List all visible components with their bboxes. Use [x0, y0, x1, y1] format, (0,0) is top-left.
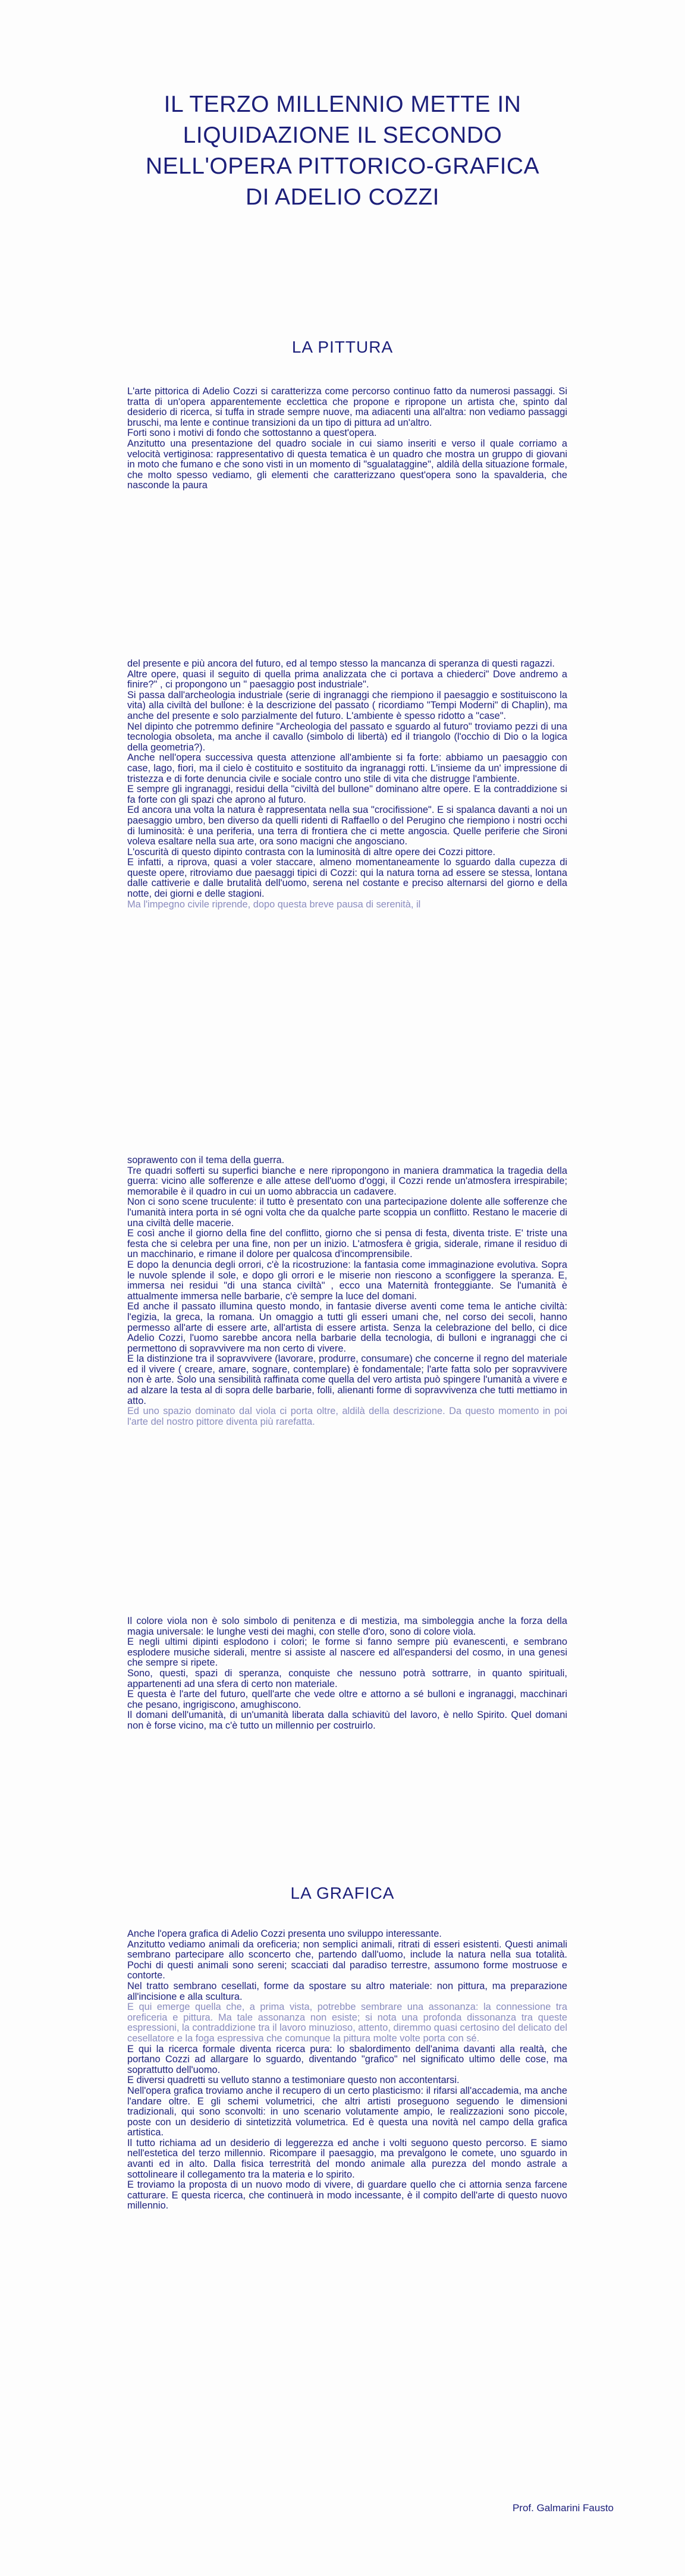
paragraph: Il domani dell'umanità, di un'umanità liberata dalla schiavitù del lavoro, è nello Spirito. Quel domani non è forse vicino, ma c'è tutto un millennio per costruirlo.	[127, 1710, 567, 1731]
paragraph: Altre opere, quasi il seguito di quella prima analizzata che ci portava a chiederci" Dove andremo a finire?" , ci propongono un " paesaggio post industriale".	[127, 668, 567, 690]
document-title	[89, 89, 596, 213]
paragraph: Anzitutto vediamo animali da oreficeria; non semplici animali, ritrati di esseri esistenti. Questi animali sembrano partecipare allo sconcerto che, partendo dall'uomo, include la natura nella sua totalità. Pochi di questi animali sono sereni; scacciati dal paradiso terrestre, assumono forme mostruose e contorte.	[127, 1939, 567, 1981]
section-heading-grafica: LA GRAFICA	[290, 1884, 395, 1902]
paragraph: Ed ancora una volta la natura è rappresentata nella sua "crocifissione". E si spalanca davanti a noi un paesaggio umbro, ben diverso da quelli ridenti di Raffaello o del Perugino che riempiono i nostri occhi di luminosità: è una periferia, una terra di frontiera che ci mette angoscia. Quelle periferie che Sironi voleva esaltare nella sua arte, ora sono macigni che angosciano.	[127, 805, 567, 847]
grafica-block	[127, 1929, 567, 2211]
paragraph: Nel dipinto che potremmo definire "Archeologia del passato e sguardo al futuro" troviamo pezzi di una tecnologia obsoleta, ma anche il cavallo (simbolo di libertà) ed il triangolo (l'occhio di Dio o la logica della geometria?).	[127, 721, 567, 753]
paragraph: Nell'opera grafica troviamo anche il recupero di un certo plasticismo: il rifarsi all'accademia, ma anche l'andare oltre. E gli schemi volumetrici, che altri artisti proseguono seguendo le dimensioni tradizionali, qui sono sconvolti: in uno scenario volutamente ampio, le realizzazioni sono piccole, poste con un desiderio di sintetizzità volumetrica. Ed è questa una novità nel campo della grafica artistica.	[127, 2085, 567, 2138]
paragraph: Il colore viola non è solo simbolo di penitenza e di mestizia, ma simboleggia anche la forza della magia universale: le lunghe vesti dei maghi, con stelle d'oro, sono di colore viola.	[127, 1616, 567, 1637]
title-line: DI ADELIO COZZI	[245, 184, 440, 210]
paragraph: E la distinzione tra il sopravvivere (lavorare, produrre, consumare) che concerne il regno del materiale ed il vivere ( creare, amare, sognare, contemplare) è fondamentale; l'arte fatta solo per sopravvivere non è arte. Solo una sensibilità raffinata come quella del vero artista può spingere l'umanità a vivere e ad alzare la testa al di sopra delle barbarie, folli, alienanti forme di sopravvivenza che tutti mettiamo in atto.	[127, 1353, 567, 1406]
paragraph: E diversi quadretti su velluto stanno a testimoniare questo non accontentarsi.	[127, 2075, 460, 2086]
title-line: IL TERZO MILLENNIO METTE IN	[164, 92, 521, 117]
title-line: NELL'OPERA PITTORICO-GRAFICA	[145, 153, 540, 179]
paragraph: Tre quadri sofferti su superfici bianche e nere ripropongono in maniera drammatica la tragedia della guerra: vicino alle sofferenze e alle attese dell'uomo d'oggi, il Cozzi rende un'atmosfera irrespirabile; memorabile è il quadro in cui un uomo abbraccia un cadavere.	[127, 1165, 567, 1197]
paragraph: Non ci sono scene truculente: il tutto è presentato con una partecipazione dolente alle sofferenze che l'umanità intera porta in sé ogni volta che da qualche parte scoppia un conflitto. Restano le macerie di una civiltà delle macerie.	[127, 1196, 567, 1229]
pittura-block-1	[127, 387, 567, 491]
paragraph: E infatti, a riprova, quasi a voler staccare, almeno momentaneamente lo sguardo dalla cupezza di queste opere, ritroviamo due paesaggi tipici di Cozzi: qui la natura torna ad essere se stessa, lontana dalle cattiverie e dalle brutalità dell'uomo, serena nel costante e preciso alternarsi del giorno e della notte, dei giorni e delle stagioni.	[127, 857, 567, 900]
section-heading-pittura: LA PITTURA	[291, 338, 394, 356]
paragraph: soprawento con il tema della guerra.	[127, 1155, 285, 1166]
paragraph: Forti sono i motivi di fondo che sottostanno a quest'opera.	[127, 428, 377, 439]
paragraph: Si passa dall'archeologia industriale (serie di ingranaggi che riempiono il paesaggio e sostituiscono la vita) alla civiltà del bullone: è la descrizione del passato ( ricordiamo "Tempi Moderni" di Chaplin), ma anche del presente e solo parzialmente del futuro. L'ambiente è spesso ridotto a "case".	[127, 689, 567, 721]
paragraph: del presente e più ancora del futuro, ed al tempo stesso la mancanza di speranza di questi ragazzi.	[127, 658, 555, 669]
paragraph: Anche l'opera grafica di Adelio Cozzi presenta uno sviluppo interessante.	[127, 1928, 442, 1939]
paragraph: E qui emerge quella che, a prima vista, potrebbe sembrare una assonanza: la connessione tra oreficeria e pittura. Ma tale assonanza non esiste; si nota una profonda dissonanza tra queste espressioni, la contraddizione tra il lavoro minuzioso, attento, diremmo quasi certosino del delicato del cesellatore e la foga espressiva che comunque la pittura molte volte porta con sé.	[127, 2002, 567, 2044]
pittura-block-2	[127, 659, 567, 910]
author-signature: Prof. Galmarini Fausto	[512, 2502, 614, 2514]
paragraph: Ed anche il passato illumina questo mondo, in fantasie diverse aventi come tema le antiche civiltà: l'egizia, la greca, la romana. Un omaggio a tutti gli esseri umani che, nel corso dei secoli, hanno permesso all'arte di essere arte, all'artista di essere artista. Senza la celebrazione del bello, ci dice Adelio Cozzi, l'uomo sarebbe ancora nella barbarie della tecnologia, di bulloni e ingranaggi che ci permettono di sopravvivere ma non certo di vivere.	[127, 1301, 567, 1354]
paragraph: E dopo la denuncia degli orrori, c'è la ricostruzione: la fantasia come immaginazione evolutiva. Sopra le nuvole splende il sole, e dopo gli orrori e le miserie non riescono a sconfiggere la speranza. E, immersa nei residui "di una stanca civiltà" , ecco una Maternità fronteggiante. Se l'umanità è attualmente immersa nelle barbarie, c'è sempre la luce del domani.	[127, 1259, 567, 1302]
pittura-block-4	[127, 1616, 567, 1732]
title-line: LIQUIDAZIONE IL SECONDO	[183, 122, 502, 148]
paragraph: Sono, questi, spazi di speranza, conquiste che nessuno potrà sottrarre, in quanto spirituali, appartenenti ad una sfera di certo non materiale.	[127, 1667, 567, 1689]
paragraph: Ma l'impegno civile riprende, dopo questa breve pausa di serenità, il	[127, 899, 421, 910]
paragraph: Nel tratto sembrano cesellati, forme da spostare su altro materiale: non pittura, ma preparazione all'incisione e alla scultura.	[127, 1980, 567, 2002]
paragraph: E qui la ricerca formale diventa ricerca pura: lo sbalordimento dell'anima davanti alla realtà, che portano Cozzi ad allargare lo sguardo, diventando "grafico" nel significato ultimo delle cose, ma soprattutto dell'uomo.	[127, 2043, 567, 2075]
paragraph: E troviamo la proposta di un nuovo modo di vivere, di guardare quello che ci attornia senza farcene catturare. E questa ricerca, che continuerà in modo incessante, è il compito dell'arte di questo nuovo millennio.	[127, 2179, 567, 2211]
paragraph: Il tutto richiama ad un desiderio di leggerezza ed anche i volti seguono questo percorso. E siamo nell'estetica del terzo millennio. Ricompare il paesaggio, ma prevalgono le comete, uno sguardo in avanti ed in alto. Dalla fisica terrestrità del mondo animale alla purezza del mondo astrale a sottolineare il collegamento tra la materia e lo spirito.	[127, 2137, 567, 2180]
paragraph: E questa è l'arte del futuro, quell'arte che vede oltre e attorno a sé bulloni e ingranaggi, macchinari che pesano, ingrigiscono, amughiscono.	[127, 1689, 567, 1710]
paragraph: Ed uno spazio dominato dal viola ci porta oltre, aldilà della descrizione. Da questo momento in poi l'arte del nostro pittore diventa più rarefatta.	[127, 1406, 567, 1427]
paragraph: Anzitutto una presentazione del quadro sociale in cui siamo inseriti e verso il quale corriamo a velocità vertiginosa: rappresentativo di questa tematica è un quadro che mostra un gruppo di giovani in moto che fumano e che sono visti in un momento di "sgualataggine", aldilà della situazione formale, che molto spesso vediamo, gli elementi che caratterizzano quest'opera sono la spavalderia, che nasconde la paura	[127, 438, 567, 491]
pittura-block-3	[127, 1155, 567, 1427]
paragraph: Anche nell'opera successiva questa attenzione all'ambiente si fa forte: abbiamo un paesaggio con case, lago, fiori, ma il cielo è costituito e sostituito da ingranaggi rotti. L'insieme da un' impressione di tristezza e di forte denuncia civile e sociale contro uno stile di vita che distrugge l'ambiente.	[127, 752, 567, 784]
paragraph: E sempre gli ingranaggi, residui della "civiltà del bullone" dominano altre opere. E la contraddizione si fa forte con gli spazi che aprono al futuro.	[127, 784, 567, 805]
paragraph: E così anche il giorno della fine del conflitto, giorno che si pensa di festa, diventa triste. E' triste una festa che si celebra per una fine, non per un inizio. L'atmosfera è grigia, siderale, rimane il residuo di un macchinario, e rimane il dolore per qualcosa d'incomprensibile.	[127, 1228, 567, 1260]
paragraph: L'arte pittorica di Adelio Cozzi si caratterizza come percorso continuo fatto da numerosi passaggi. Si tratta di un'opera apparentemente ecclettica che propone e ripropone un artista che, spinto dal desiderio di ricerca, si tuffa in strade sempre nuove, ma adiacenti una all'altra: non vediamo passaggi bruschi, ma lente e continue transizioni da un tipo di pittura ad un'altro.	[127, 386, 567, 428]
paragraph: L'oscurità di questo dipinto contrasta con la luminosità di altre opere dei Cozzi pittore.	[127, 846, 496, 857]
paragraph: E negli ultimi dipinti esplodono i colori; le forme si fanno sempre più evanescenti, e sembrano esplodere musiche siderali, mentre si assiste al nascere ed all'espandersi del cosmo, in una genesi che sempre si ripete.	[127, 1636, 567, 1669]
